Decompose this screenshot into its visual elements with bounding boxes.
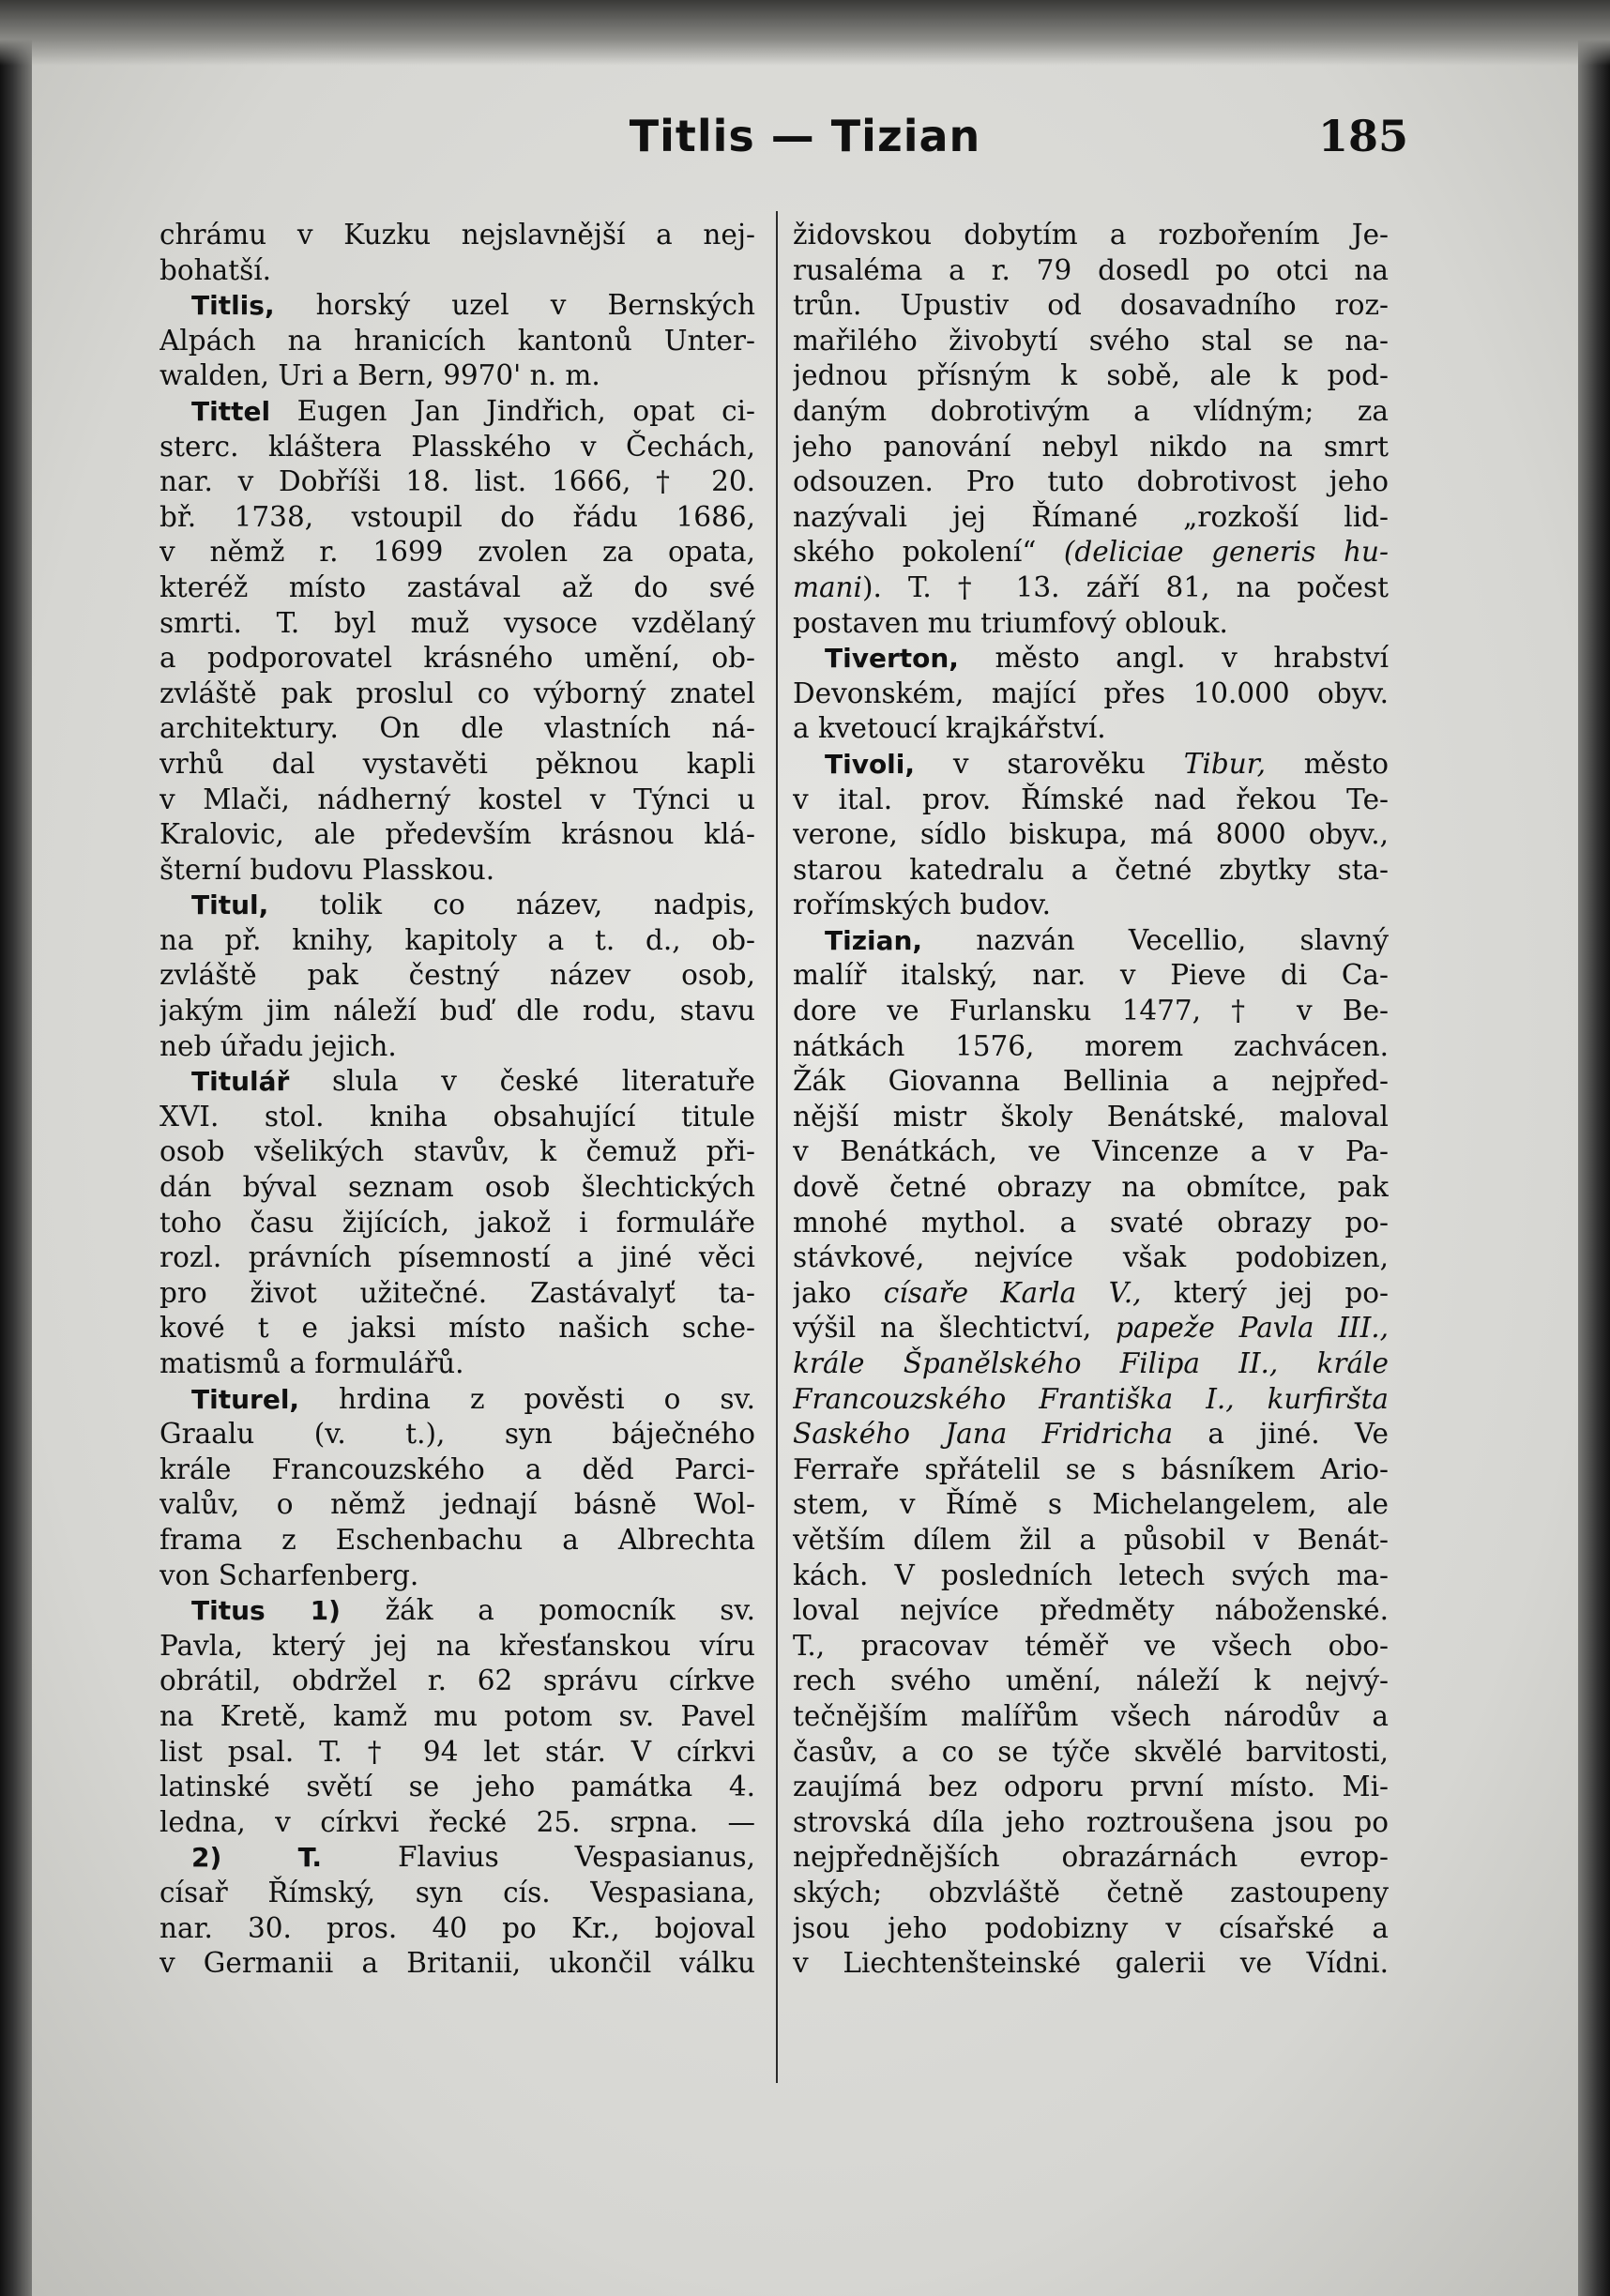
text-line	[159, 1523, 755, 1559]
line-text: Devonském, mající přes 10.000 obyv.	[793, 677, 1389, 709]
text-line	[159, 747, 755, 783]
line-text: mařilého živobytí svého stal se na-	[793, 324, 1389, 357]
entry-headword: Tittel	[191, 395, 271, 427]
text-line	[793, 1240, 1389, 1276]
text-line	[793, 853, 1389, 889]
line-text: T., pracovav téměř ve všech obo-	[793, 1629, 1389, 1662]
italic-text: Saského Jana Fridricha	[793, 1418, 1174, 1451]
line-text: kové t e jaksi místo našich sche-	[159, 1312, 755, 1345]
text-line	[159, 1559, 755, 1594]
text-line	[159, 1629, 755, 1665]
text-line	[793, 711, 1389, 747]
line-text: nější mistr školy Benátské, maloval	[793, 1100, 1389, 1133]
line-text: malíř italský, nar. v Pieve di Ca-	[793, 959, 1389, 992]
right-column	[793, 218, 1389, 1982]
line-text: rusaléma a r. 79 dosedl po otci na	[793, 253, 1389, 286]
text-line	[159, 853, 755, 889]
italic-text: (deliciae generis hu-	[1063, 536, 1389, 569]
line-text: nazývali jej Římané „rozkoší lid-	[793, 500, 1389, 533]
line-text: žák a pomocník sv.	[340, 1594, 755, 1627]
text-line	[159, 1206, 755, 1241]
text-line	[793, 958, 1389, 994]
text-line	[793, 253, 1389, 289]
text-line	[793, 817, 1389, 853]
text-line	[159, 1735, 755, 1771]
line-text: hrdina z pověsti o sv.	[299, 1382, 755, 1415]
scan-edge-top	[0, 0, 1610, 66]
text-line	[793, 1064, 1389, 1100]
line-text: rech svého umění, náleží k nejvý-	[793, 1665, 1389, 1697]
text-line	[793, 358, 1389, 394]
line-text: nar. 30. pros. 40 po Kr., bojoval	[159, 1911, 755, 1944]
line-text: frama z Eschenbachu a Albrechta	[159, 1523, 755, 1556]
text-line	[793, 1134, 1389, 1170]
text-line	[793, 1417, 1389, 1452]
line-text: latinské světí se jeho památka 4.	[159, 1771, 755, 1803]
line-text: dově četné obrazy na obmítce, pak	[793, 1171, 1389, 1204]
text-line	[793, 1559, 1389, 1594]
text-line	[793, 535, 1389, 570]
text-line	[793, 1805, 1389, 1841]
line-text: v Mlači, nádherný kostel v Týnci u	[159, 783, 755, 815]
line-text: von Scharfenberg.	[159, 1559, 419, 1591]
entry-headword: Titus 1)	[191, 1595, 341, 1627]
line-text: stávkové, nejvíce však podobizen,	[793, 1241, 1389, 1274]
text-line	[159, 1946, 755, 1982]
line-text: a podporovatel krásného umění, ob-	[159, 642, 755, 675]
line-text: strovská díla jeho roztroušena jsou po	[793, 1805, 1389, 1838]
line-text: zvláště pak proslul co výborný znatel	[159, 677, 755, 709]
line-text: chrámu v Kuzku nejslavnější a nej-	[159, 219, 755, 251]
line-text: odsouzen. Pro tuto dobrotivost jeho	[793, 465, 1389, 498]
text-line	[159, 570, 755, 606]
line-text: stem, v Římě s Michelangelem, ale	[793, 1488, 1389, 1521]
line-text: ského pokolení“	[793, 536, 1064, 569]
line-text: list psal. T. † 94 let stár. V církvi	[159, 1735, 755, 1768]
line-text: Eugen Jan Jindřich, opat ci-	[270, 394, 755, 427]
text-line	[793, 1206, 1389, 1241]
line-text: slula v české literatuře	[289, 1065, 755, 1098]
line-text: jsou jeho podobizny v císařské a	[793, 1911, 1389, 1944]
line-text: kách. V posledních letech svých ma-	[793, 1559, 1389, 1591]
line-text: obrátil, obdržel r. 62 správu církve	[159, 1665, 755, 1697]
line-text: Flavius Vespasianus,	[322, 1841, 755, 1874]
text-line	[159, 1876, 755, 1911]
line-text: bohatší.	[159, 253, 272, 286]
line-text: jednou přísným k sobě, ale k pod-	[793, 359, 1389, 392]
text-line	[793, 1593, 1389, 1629]
entry-headword: Tizian,	[825, 924, 923, 956]
line-text: nazván Vecellio, slavný	[922, 923, 1389, 956]
text-line	[159, 994, 755, 1029]
text-line	[793, 218, 1389, 253]
line-text: v Germanii a Britanii, ukončil válku	[159, 1947, 755, 1980]
text-line	[793, 1276, 1389, 1312]
line-text: bř. 1738, vstoupil do řádu 1686,	[159, 500, 755, 533]
text-line	[793, 1029, 1389, 1065]
line-text: město angl. v hrabství	[958, 642, 1389, 675]
line-text: postaven mu triumfový oblouk.	[793, 606, 1228, 639]
line-text: nátkách 1576, morem zachvácen.	[793, 1029, 1389, 1062]
line-text: pro život užitečné. Zastávalyť ta-	[159, 1276, 755, 1309]
line-text: architektury. On dle vlastních ná-	[159, 712, 755, 745]
line-text: horský uzel v Bernských	[274, 289, 755, 322]
italic-text: papeže Pavla III.,	[1116, 1312, 1389, 1345]
line-text: císař Římský, syn cís. Vespasiana,	[159, 1876, 755, 1908]
line-text: sterc. kláštera Plasského v Čechách,	[159, 430, 755, 463]
line-text: nar. v Dobříši 18. list. 1666, † 20.	[159, 465, 755, 498]
text-line	[159, 1170, 755, 1206]
line-text: ských; obzvláště četně zastoupeny	[793, 1876, 1389, 1908]
line-text: tečnějším malířům všech národův a	[793, 1699, 1389, 1732]
text-line	[793, 1946, 1389, 1982]
text-line	[159, 218, 755, 253]
italic-text: Tibur,	[1183, 747, 1266, 780]
italic-text: Francouzského Františka I., kurfiršta	[793, 1382, 1389, 1415]
text-line	[159, 1382, 755, 1418]
text-line	[793, 994, 1389, 1029]
line-text: šterní budovu Plasskou.	[159, 853, 495, 886]
line-text: dán býval seznam osob šlechtických	[159, 1171, 755, 1204]
scan-edge-left	[0, 0, 32, 2296]
line-text: židovskou dobytím a rozbořením Je-	[793, 219, 1389, 251]
text-line	[159, 1770, 755, 1805]
text-line	[793, 747, 1389, 783]
text-line	[793, 1523, 1389, 1559]
text-line	[159, 711, 755, 747]
text-line	[793, 1452, 1389, 1488]
line-text: kteréž místo zastával až do své	[159, 570, 755, 603]
entry-headword: 2) T.	[191, 1842, 323, 1874]
line-text: osob všelikých stavův, k čemuž při-	[159, 1135, 755, 1168]
line-text: v němž r. 1699 zvolen za opata,	[159, 536, 755, 569]
line-text: nejpřednějších obrazárnách evrop-	[793, 1841, 1389, 1874]
text-line	[159, 1911, 755, 1947]
line-text: loval nejvíce předměty náboženské.	[793, 1594, 1389, 1627]
line-text: rořímských budov.	[793, 889, 1052, 921]
line-text: v Benátkách, ve Vincenze a v Pa-	[793, 1135, 1389, 1168]
line-text: matismů a formulářů.	[159, 1347, 464, 1379]
text-line	[159, 1805, 755, 1841]
text-line	[159, 1134, 755, 1170]
entry-headword: Tiverton,	[825, 643, 959, 675]
text-line	[159, 1699, 755, 1735]
text-line	[793, 923, 1389, 959]
text-line	[159, 1311, 755, 1346]
text-line	[159, 606, 755, 642]
text-line	[159, 324, 755, 359]
text-line	[793, 641, 1389, 677]
text-line	[793, 1735, 1389, 1771]
line-text: trůn. Upustiv od dosavadního roz-	[793, 289, 1389, 322]
line-text: Žák Giovanna Bellinia a nejpřed-	[793, 1065, 1389, 1098]
text-line	[159, 1487, 755, 1523]
line-text: Pavla, který jej na křesťanskou víru	[159, 1629, 755, 1662]
line-text: neb úřadu jejich.	[159, 1029, 397, 1062]
line-text: rozl. právních písemností a jiné věci	[159, 1241, 755, 1274]
text-line	[159, 1840, 755, 1876]
text-line	[793, 464, 1389, 500]
scan-edge-right	[1578, 0, 1610, 2296]
entry-headword: Tivoli,	[825, 748, 916, 780]
text-line	[159, 1100, 755, 1135]
line-text: v ital. prov. Římské nad řekou Te-	[793, 783, 1389, 815]
text-line	[793, 606, 1389, 642]
text-line	[793, 677, 1389, 712]
text-line	[793, 1629, 1389, 1665]
line-text: ). T. † 13. září 81, na počest	[862, 570, 1389, 603]
entry-headword: Titul,	[191, 890, 269, 921]
text-line	[159, 783, 755, 818]
line-text: Kralovic, ale především krásnou klá-	[159, 818, 755, 851]
left-column	[159, 218, 755, 1982]
text-line	[793, 1876, 1389, 1911]
text-line	[159, 817, 755, 853]
text-line	[159, 1029, 755, 1065]
text-line	[793, 1840, 1389, 1876]
line-text: v Liechtenšteinské galerii ve Vídni.	[793, 1947, 1389, 1980]
text-line	[159, 1346, 755, 1382]
text-line	[159, 958, 755, 994]
text-line	[159, 1240, 755, 1276]
text-line	[159, 500, 755, 536]
text-line	[793, 1100, 1389, 1135]
line-text: na př. knihy, kapitoly a t. d., ob-	[159, 923, 755, 956]
italic-text: mani	[793, 570, 862, 603]
text-line	[793, 394, 1389, 430]
text-line	[793, 1346, 1389, 1382]
italic-text: císaře Karla V.,	[883, 1276, 1142, 1309]
text-line	[159, 1452, 755, 1488]
page-header	[0, 111, 1610, 176]
line-text: Graalu (v. t.), syn báječného	[159, 1418, 755, 1451]
line-text: starou katedralu a četné zbytky sta-	[793, 853, 1389, 886]
text-line	[793, 500, 1389, 536]
text-line	[793, 1170, 1389, 1206]
line-text: krále Francouzského a děd Parci-	[159, 1452, 755, 1485]
line-text: dore ve Furlansku 1477, † v Be-	[793, 995, 1389, 1027]
text-line	[159, 1664, 755, 1699]
text-line	[793, 1699, 1389, 1735]
line-text: smrti. T. byl muž vysoce vzdělaný	[159, 606, 755, 639]
text-line	[159, 888, 755, 923]
text-line	[159, 394, 755, 430]
text-line	[793, 888, 1389, 923]
text-line	[159, 1276, 755, 1312]
entry-headword: Titurel,	[191, 1383, 300, 1415]
line-text: který jej po-	[1141, 1276, 1389, 1309]
line-text: ledna, v církvi řecké 25. srpna. —	[159, 1805, 755, 1838]
line-text: jakým jim náleží buď dle rodu, stavu	[159, 995, 755, 1027]
text-line	[159, 1593, 755, 1629]
column-divider	[776, 211, 778, 2083]
page-number: 185	[1317, 111, 1408, 161]
text-line	[793, 1382, 1389, 1418]
italic-text: krále Španělského Filipa II., krále	[793, 1347, 1389, 1379]
text-line	[159, 641, 755, 677]
line-text: větším dílem žil a působil v Benát-	[793, 1523, 1389, 1556]
text-line	[159, 288, 755, 324]
line-text: jeho panování nebyl nikdo na smrt	[793, 430, 1389, 463]
line-text: zvláště pak čestný název osob,	[159, 959, 755, 992]
line-text: výšil na šlechtictví,	[793, 1312, 1116, 1345]
line-text: a kvetoucí krajkářství.	[793, 712, 1106, 745]
line-text: toho času žijících, jakož i formuláře	[159, 1206, 755, 1239]
text-line	[793, 1311, 1389, 1346]
line-text: vrhů dal vystavěti pěknou kapli	[159, 747, 755, 780]
line-text: zaujímá bez odporu první místo. Mi-	[793, 1771, 1389, 1803]
line-text: XVI. stol. kniha obsahující titule	[159, 1100, 755, 1133]
text-line	[793, 1664, 1389, 1699]
line-text: a jiné. Ve	[1173, 1418, 1389, 1451]
entry-headword: Titlis,	[191, 290, 275, 322]
line-text: Ferraře spřátelil se s básníkem Ario-	[793, 1452, 1389, 1485]
text-line	[159, 253, 755, 289]
line-text: daným dobrotivým a vlídným; za	[793, 394, 1389, 427]
text-line	[793, 1911, 1389, 1947]
text-line	[793, 324, 1389, 359]
text-line	[159, 535, 755, 570]
line-text: walden, Uri a Bern, 9970' n. m.	[159, 359, 600, 392]
text-line	[159, 358, 755, 394]
running-head: Titlis — Tizian	[629, 111, 981, 161]
entry-headword: Titulář	[191, 1066, 290, 1098]
line-text: časův, a co se týče skvělé barvitosti,	[793, 1735, 1389, 1768]
text-line	[793, 430, 1389, 465]
text-line	[159, 464, 755, 500]
text-line	[159, 430, 755, 465]
line-text: mnohé mythol. a svaté obrazy po-	[793, 1206, 1389, 1239]
text-line	[159, 677, 755, 712]
line-text: jako	[793, 1276, 884, 1309]
line-text: na Kretě, kamž mu potom sv. Pavel	[159, 1699, 755, 1732]
line-text: valův, o němž jednají básně Wol-	[159, 1488, 755, 1521]
text-line	[793, 570, 1389, 606]
text-line	[159, 1417, 755, 1452]
line-text: tolik co název, nadpis,	[268, 889, 755, 921]
text-line	[159, 923, 755, 959]
line-text: verone, sídlo biskupa, má 8000 obyv.,	[793, 818, 1389, 851]
text-line	[793, 1770, 1389, 1805]
line-text: město	[1265, 747, 1389, 780]
text-line	[793, 783, 1389, 818]
text-line	[793, 288, 1389, 324]
text-line	[793, 1487, 1389, 1523]
line-text: v starověku	[915, 747, 1184, 780]
line-text: Alpách na hranicích kantonů Unter-	[159, 324, 755, 357]
text-line	[159, 1064, 755, 1100]
